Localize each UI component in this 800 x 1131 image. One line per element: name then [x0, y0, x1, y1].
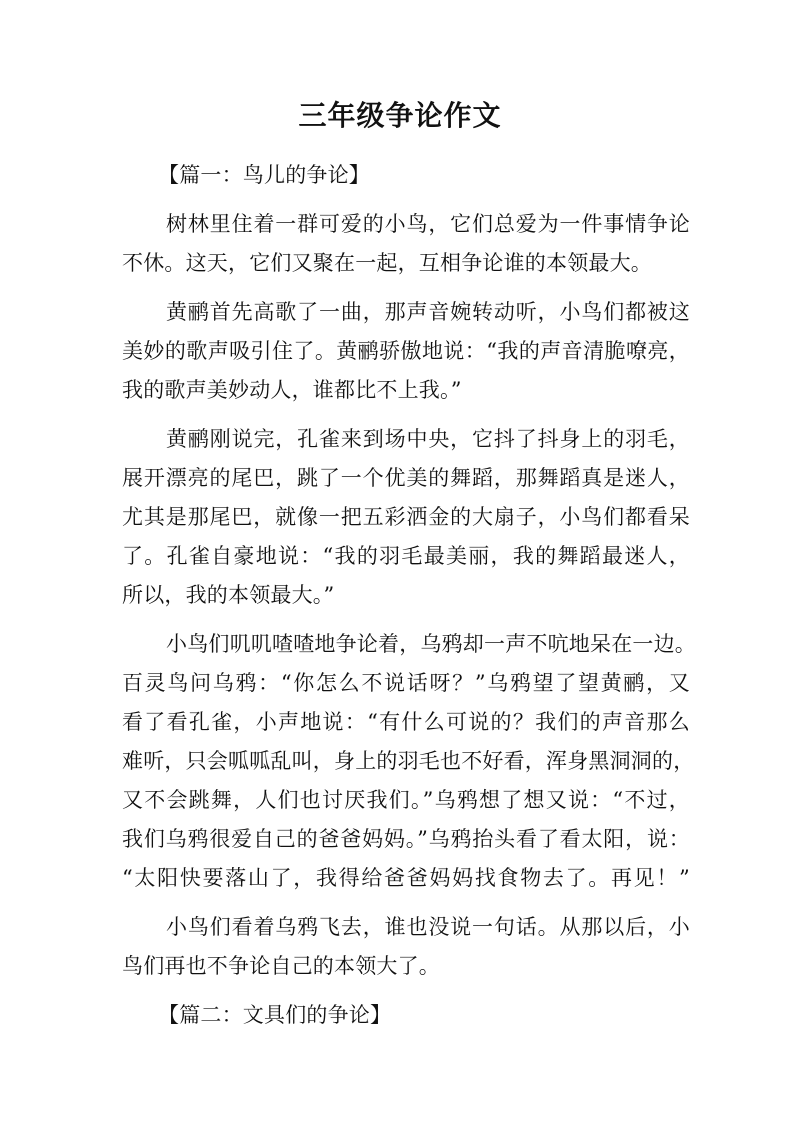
paragraph-line: 黄鹂首先高歌了一曲，那声音婉转动听，小鸟们都被这 — [166, 300, 690, 324]
paragraph-line: 又不会跳舞，人们也讨厌我们。”乌鸦想了想又说：“不过， — [122, 788, 690, 812]
paragraph-line: 难听，只会呱呱乱叫，身上的羽毛也不好看，浑身黑洞洞的， — [122, 749, 695, 773]
paragraph-line: 黄鹂刚说完，孔雀来到场中央，它抖了抖身上的羽毛， — [166, 427, 690, 451]
document-title: 三年级争论作文 — [298, 99, 502, 132]
paragraph-line: 鸟们再也不争论自己的本领大了。 — [122, 954, 440, 978]
paragraph-line: 小鸟们叽叽喳喳地争论着，乌鸦却一声不吭地呆在一边。 — [166, 632, 696, 656]
section-heading: 【篇二：文具们的争论】 — [158, 1003, 392, 1027]
paragraph — [122, 625, 696, 898]
paragraph — [122, 205, 690, 283]
paragraph-line: 小鸟们看着乌鸦飞去，谁也没说一句话。从那以后，小 — [166, 915, 690, 939]
paragraph-line: 看了看孔雀，小声地说：“有什么可说的？我们的声音那么 — [122, 710, 690, 734]
paragraph-line: 美妙的歌声吸引住了。黄鹂骄傲地说：“我的声音清脆嘹亮， — [122, 339, 690, 363]
paragraph-line: 展开漂亮的尾巴，跳了一个优美的舞蹈，那舞蹈真是迷人， — [122, 466, 690, 490]
paragraph — [122, 420, 690, 615]
document-body — [122, 156, 696, 1035]
paragraph-line: 尤其是那尾巴，就像一把五彩洒金的大扇子，小鸟们都看呆 — [122, 505, 690, 529]
paragraph-line: 百灵鸟问乌鸦：“你怎么不说话呀？”乌鸦望了望黄鹂，又 — [122, 671, 690, 695]
paragraph — [122, 293, 690, 410]
paragraph-line: “太阳快要落山了，我得给爸爸妈妈找食物去了。再见！” — [122, 866, 690, 890]
paragraph-line: 所以，我的本领最大。” — [122, 583, 335, 607]
paragraph-line: 不休。这天，它们又聚在一起，互相争论谁的本领最大。 — [122, 251, 652, 275]
paragraph-line: 我的歌声美妙动人，谁都比不上我。” — [122, 378, 462, 402]
paragraph-line: 树林里住着一群可爱的小鸟，它们总爱为一件事情争论 — [166, 212, 690, 236]
paragraph-line: 了。孔雀自豪地说：“我的羽毛最美丽，我的舞蹈最迷人， — [122, 544, 690, 568]
section-heading: 【篇一：鸟儿的争论】 — [158, 163, 370, 187]
paragraph-line: 我们乌鸦很爱自己的爸爸妈妈。”乌鸦抬头看了看太阳，说： — [122, 827, 690, 851]
paragraph — [122, 908, 690, 986]
